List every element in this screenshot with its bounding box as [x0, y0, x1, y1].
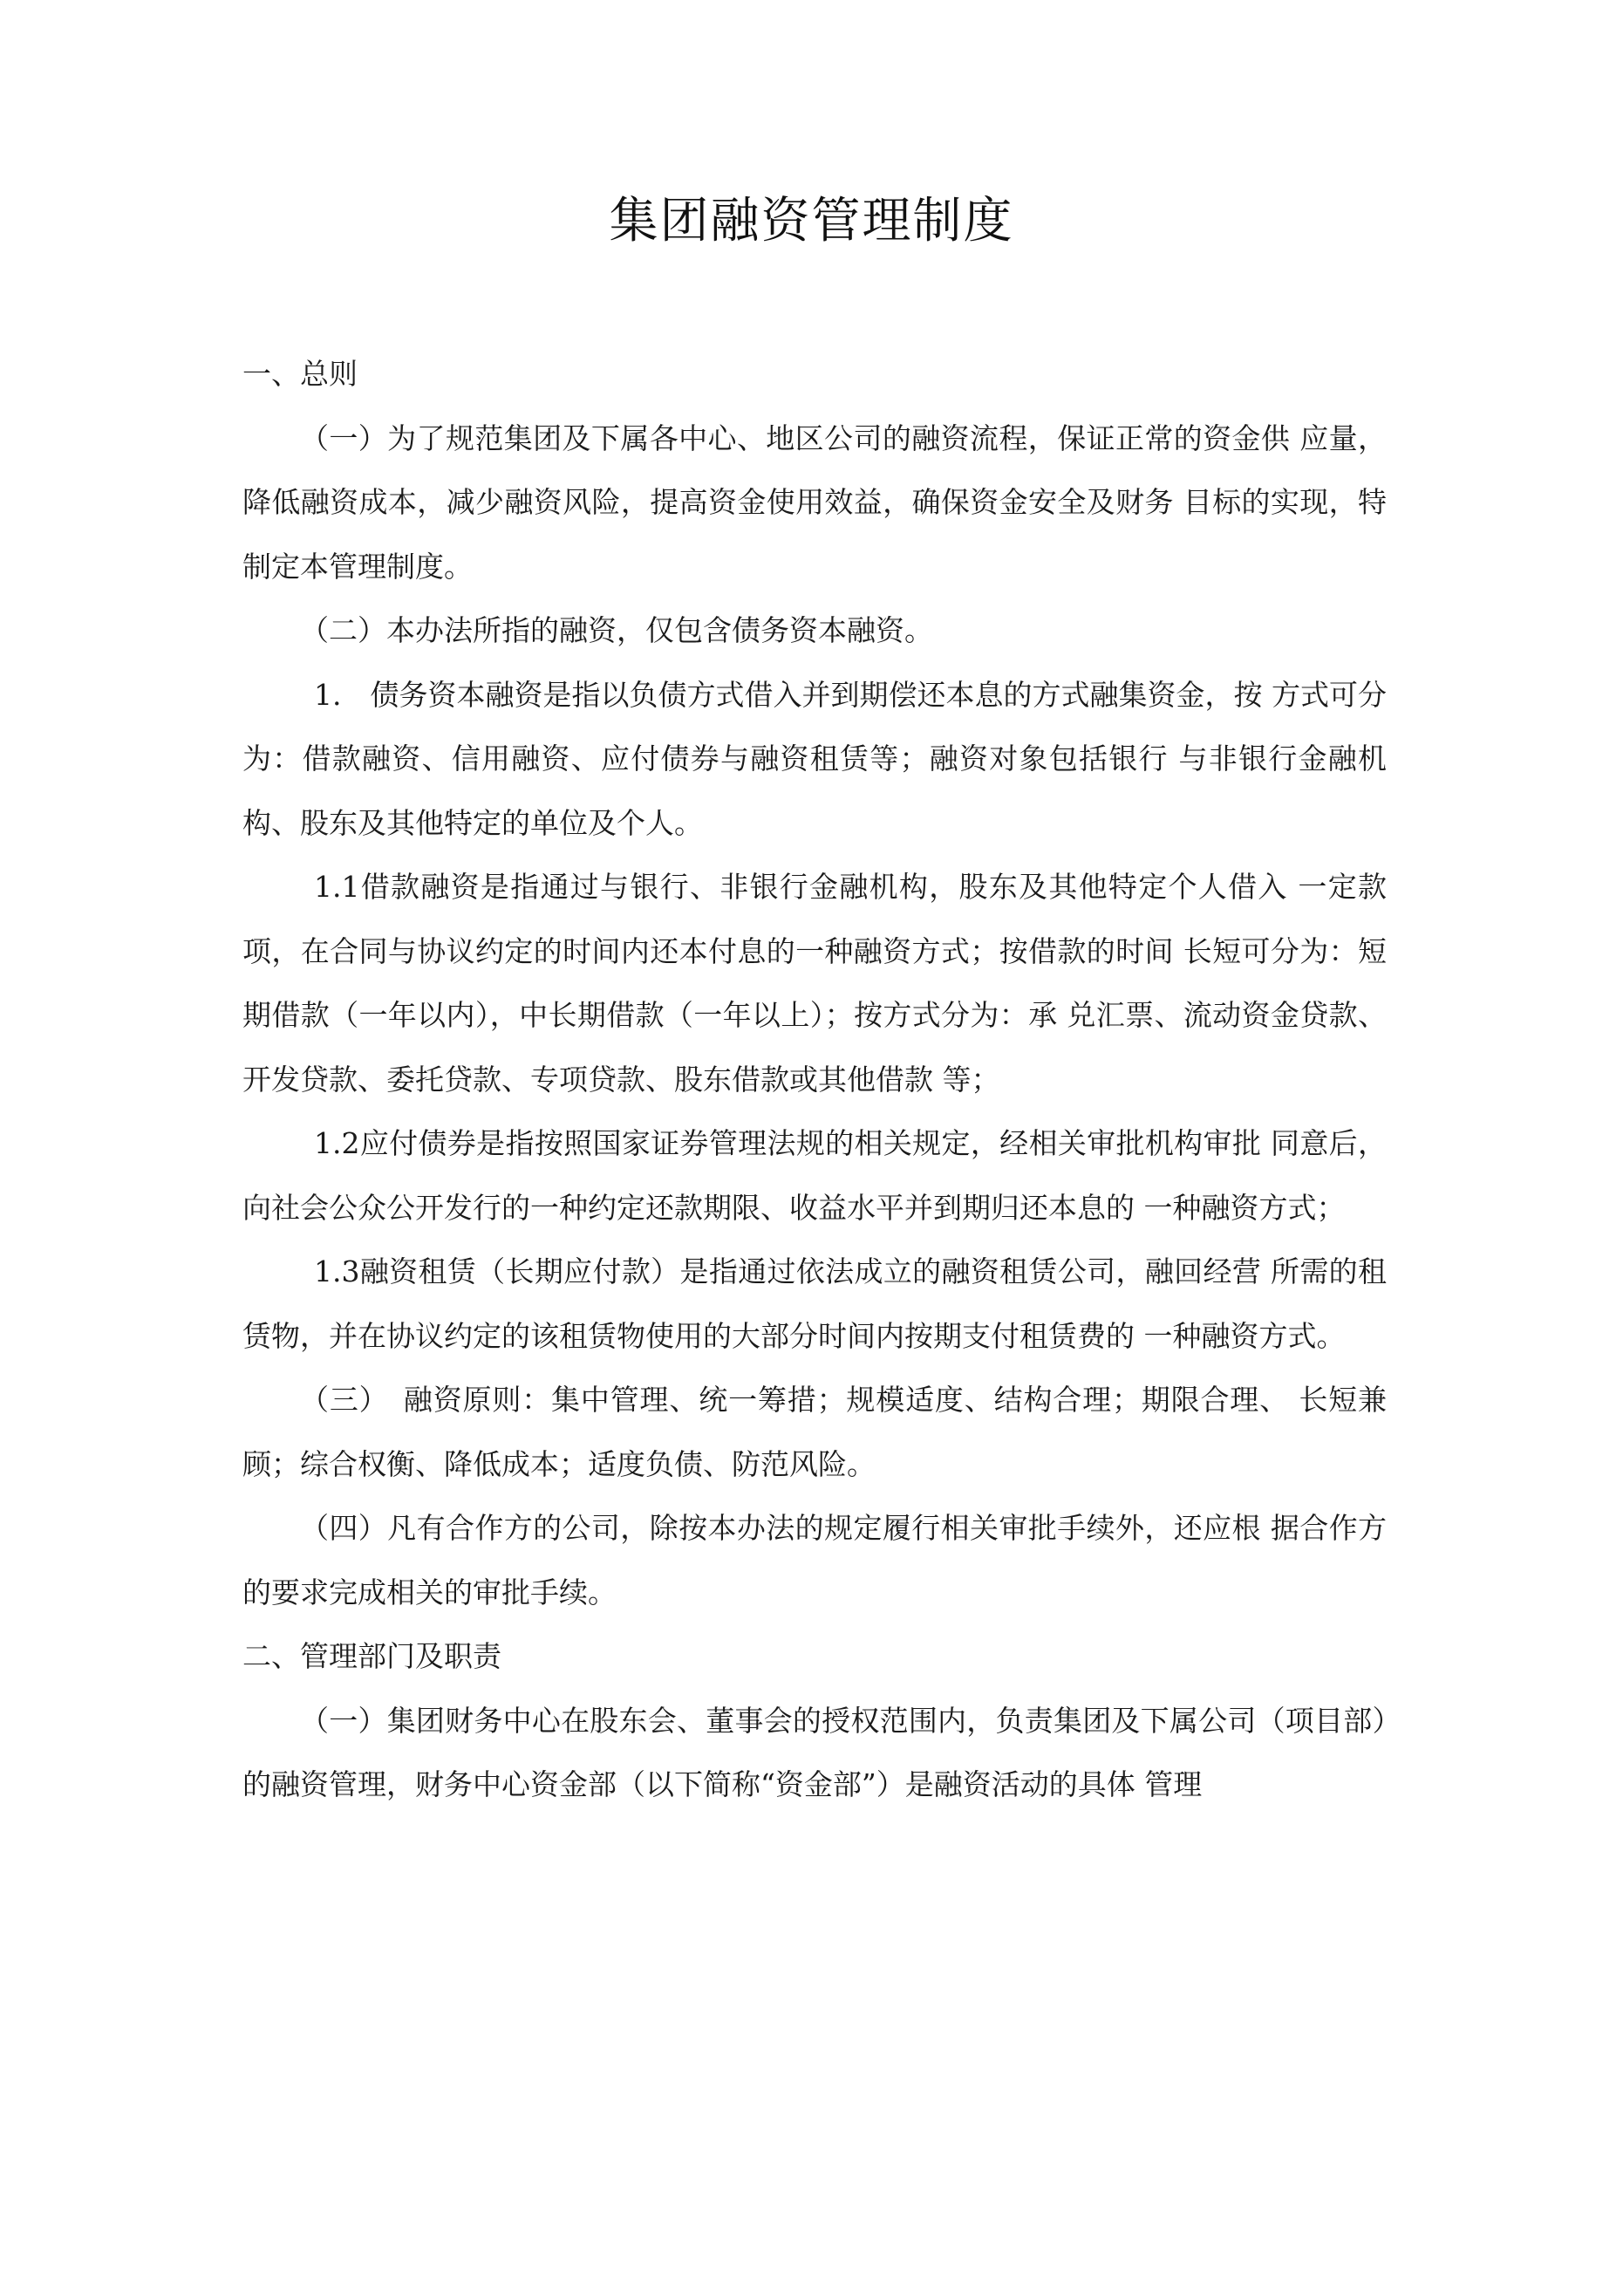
paragraph-principles: （三） 融资原则：集中管理、统一筹措；规模适度、结构合理；期限合理、 长短兼顾；综合权衡、降低成本；适度负债、防范风险。 — [242, 1383, 1387, 1481]
paragraph-debt-financing: 1. 债务资本融资是指以负债方式借入并到期偿还本息的方式融集资金，按 方式可分为：借款融资、信用融资、应付债券与融资租赁等；融资对象包括银行 与非银行金融机构、股东及其他特定的单位及个人。 — [242, 677, 1387, 840]
paragraph-loan-financing: 1.1借款融资是指通过与银行、非银行金融机构，股东及其他特定个人借入 一定款项，在合同与协议约定的时间内还本付息的一种融资方式；按借款的时间 长短可分为：短期借款（一年以内），中长期借款（一年以上）；按方式分为：承 兑汇票、流动资金贷款、开发贷款、委托贷款、专项贷款、股东借款或其他借款 等； — [242, 870, 1387, 1097]
document-body — [242, 342, 1387, 1817]
paragraph-partners: （四）凡有合作方的公司，除按本办法的规定履行相关审批手续外，还应根 据合作方的要求完成相关的审批手续。 — [242, 1511, 1387, 1609]
section-heading-general: 一、总则 — [242, 357, 358, 391]
section-heading-departments: 二、管理部门及职责 — [242, 1639, 501, 1673]
paragraph-finance-center: （一）集团财务中心在股东会、董事会的授权范围内，负责集团及下属公司（项目部）的融资管理，财务中心资金部（以下简称“资金部”）是融资活动的具体 管理 — [242, 1703, 1387, 1801]
paragraph-scope: （二）本办法所指的融资，仅包含债务资本融资。 — [300, 613, 933, 647]
paragraph-finance-lease: 1.3融资租赁（长期应付款）是指通过依法成立的融资租赁公司，融回经营 所需的租赁物，并在协议约定的该租赁物使用的大部分时间内按期支付租赁费的 一种融资方式。 — [242, 1254, 1387, 1353]
paragraph-bonds-payable: 1.2应付债券是指按照国家证券管理法规的相关规定，经相关审批机构审批 同意后，向社会公众公开发行的一种约定还款期限、收益水平并到期归还本息的 一种融资方式； — [242, 1126, 1387, 1225]
document-title: 集团融资管理制度 — [609, 193, 1014, 249]
paragraph-purpose: （一）为了规范集团及下属各中心、地区公司的融资流程，保证正常的资金供 应量，降低融资成本，减少融资风险，提高资金使用效益，确保资金安全及财务 目标的实现，特制定本管理制度。 — [242, 420, 1387, 584]
